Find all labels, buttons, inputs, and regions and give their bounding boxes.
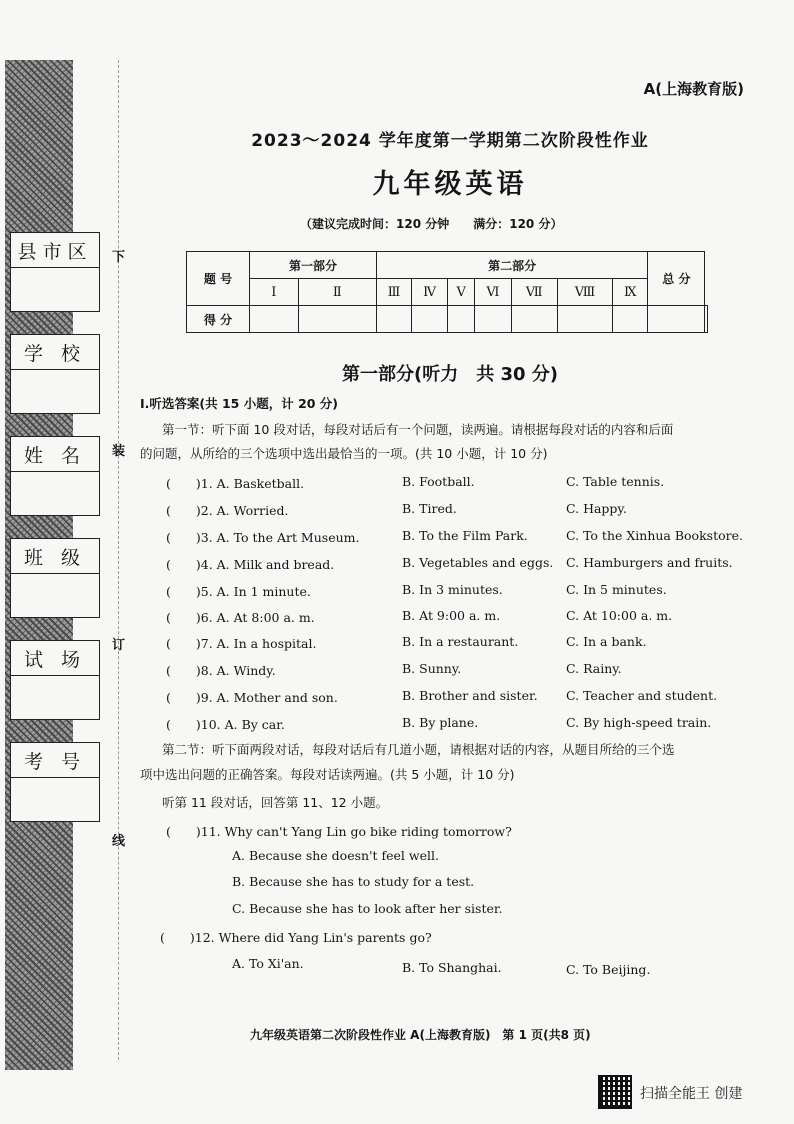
class-label: 班 级	[11, 539, 99, 574]
scanner-watermark: 扫描全能王 创建	[640, 1086, 743, 1102]
score-cell[interactable]	[613, 306, 648, 333]
question-9-c: C. Teacher and student.	[566, 688, 718, 703]
question-7-a: ( )7. A. In a hospital.	[166, 636, 317, 651]
question-11-option-c: C. Because she has to look after her sister.	[232, 901, 503, 916]
school-box[interactable]	[10, 334, 100, 414]
page-footer: 九年级英语第二次阶段性作业 A(上海教育版) 第 1 页(共8 页)	[250, 1028, 591, 1042]
score-row-label: 得 分	[187, 306, 250, 333]
exam-title: 2023～2024 学年度第一学期第二次阶段性作业	[251, 131, 649, 151]
question-8-b: B. Sunny.	[402, 661, 462, 676]
exam-number-label: 考 号	[11, 743, 99, 778]
binding-dashed-line	[118, 60, 119, 1060]
county-label: 县市区	[11, 233, 99, 268]
score-cell[interactable]	[475, 306, 511, 333]
question-7-c: C. In a bank.	[566, 634, 647, 649]
question-4-b: B. Vegetables and eggs.	[402, 555, 554, 570]
question-8-a: ( )8. A. Windy.	[166, 663, 276, 678]
time-score-info: （建议完成时间：120 分钟 满分：120 分）	[300, 217, 563, 231]
question-5-a: ( )5. A. In 1 minute.	[166, 584, 311, 599]
total-header: 总 分	[648, 252, 705, 306]
question-4-a: ( )4. A. Milk and bread.	[166, 557, 335, 572]
question-12-option-b: B. To Shanghai.	[402, 960, 502, 975]
question-12: ( )12. Where did Yang Lin's parents go?	[160, 930, 432, 945]
question-11-option-a: A. Because she doesn't feel well.	[232, 848, 439, 863]
question-10-b: B. By plane.	[402, 715, 479, 730]
section1-title: Ⅰ.听选答案(共 15 小题，计 20 分)	[140, 396, 339, 411]
question-2-b: B. Tired.	[402, 501, 457, 516]
numeral-cell: Ⅰ	[250, 279, 299, 306]
numeral-cell: Ⅸ	[613, 279, 648, 306]
numeral-cell: Ⅵ	[475, 279, 511, 306]
name-box[interactable]	[10, 436, 100, 516]
edition-label: A(上海教育版)	[643, 80, 744, 98]
question-6-a: ( )6. A. At 8:00 a. m.	[166, 610, 315, 625]
question-3-c: C. To the Xinhua Bookstore.	[566, 528, 743, 543]
question-11: ( )11. Why can't Yang Lin go bike riding tomorrow?	[166, 824, 512, 839]
section2-instruction-cont: 项中选出问题的正确答案。每段对话读两遍。(共 5 小题，计 10 分)	[140, 767, 515, 782]
part2-header: 第二部分	[376, 252, 647, 279]
dialog-11-intro: 听第 11 段对话，回答第 11、12 小题。	[162, 795, 389, 810]
question-4-c: C. Hamburgers and fruits.	[566, 555, 733, 570]
school-label: 学 校	[11, 335, 99, 370]
question-12-option-c: C. To Beijing.	[566, 962, 651, 977]
exam-room-box[interactable]	[10, 640, 100, 720]
side-mark-bind: 装	[112, 444, 126, 459]
score-cell[interactable]	[557, 306, 613, 333]
question-7-b: B. In a restaurant.	[402, 634, 519, 649]
question-10-a: ( )10. A. By car.	[166, 717, 285, 732]
score-cell[interactable]	[448, 306, 475, 333]
class-box[interactable]	[10, 538, 100, 618]
question-1-b: B. Football.	[402, 474, 475, 489]
numeral-cell: Ⅲ	[376, 279, 411, 306]
part1-heading: 第一部分(听力 共 30 分)	[341, 364, 559, 385]
numeral-cell: Ⅳ	[412, 279, 448, 306]
question-9-a: ( )9. A. Mother and son.	[166, 690, 338, 705]
part1-header: 第一部分	[250, 252, 377, 279]
qr-code-icon	[598, 1075, 632, 1109]
name-label: 姓 名	[11, 437, 99, 472]
side-mark-staple: 订	[112, 638, 126, 653]
score-cell[interactable]	[648, 306, 705, 333]
section1-instruction: 第一节：听下面 10 段对话，每段对话后有一个问题，读两遍。请根据每段对话的内容和后面	[162, 422, 674, 437]
score-table	[186, 251, 708, 333]
score-cell[interactable]	[412, 306, 448, 333]
question-2-c: C. Happy.	[566, 501, 627, 516]
question-10-c: C. By high-speed train.	[566, 715, 712, 730]
section1-instruction-cont: 的问题，从所给的三个选项中选出最恰当的一项。(共 10 小题，计 10 分)	[140, 446, 548, 461]
exam-room-label: 试 场	[11, 641, 99, 676]
score-cell[interactable]	[298, 306, 376, 333]
question-5-b: B. In 3 minutes.	[402, 582, 503, 597]
numeral-cell: Ⅴ	[448, 279, 475, 306]
question-1-a: ( )1. A. Basketball.	[166, 476, 305, 491]
score-cell[interactable]	[250, 306, 299, 333]
question-9-b: B. Brother and sister.	[402, 688, 538, 703]
side-mark-line: 线	[112, 834, 126, 849]
county-box[interactable]	[10, 232, 100, 312]
question-12-option-a: A. To Xi'an.	[232, 956, 304, 971]
question-number-header: 题 号	[187, 252, 250, 306]
question-6-c: C. At 10:00 a. m.	[566, 608, 673, 623]
section2-instruction: 第二节：听下面两段对话，每段对话后有几道小题，请根据对话的内容，从题目所给的三个选	[162, 742, 675, 757]
numeral-cell: Ⅷ	[557, 279, 613, 306]
score-cell[interactable]	[511, 306, 557, 333]
question-11-option-b: B. Because she has to study for a test.	[232, 874, 475, 889]
question-3-a: ( )3. A. To the Art Museum.	[166, 530, 360, 545]
total-score-cell[interactable]	[705, 306, 708, 333]
question-6-b: B. At 9:00 a. m.	[402, 608, 501, 623]
score-cell[interactable]	[376, 306, 411, 333]
question-5-c: C. In 5 minutes.	[566, 582, 667, 597]
numeral-cell: Ⅱ	[298, 279, 376, 306]
question-8-c: C. Rainy.	[566, 661, 622, 676]
question-3-b: B. To the Film Park.	[402, 528, 528, 543]
exam-number-box[interactable]	[10, 742, 100, 822]
side-mark-down: 下	[112, 250, 126, 265]
question-1-c: C. Table tennis.	[566, 474, 665, 489]
subject-title: 九年级英语	[372, 169, 528, 200]
question-2-a: ( )2. A. Worried.	[166, 503, 289, 518]
numeral-cell: Ⅶ	[511, 279, 557, 306]
